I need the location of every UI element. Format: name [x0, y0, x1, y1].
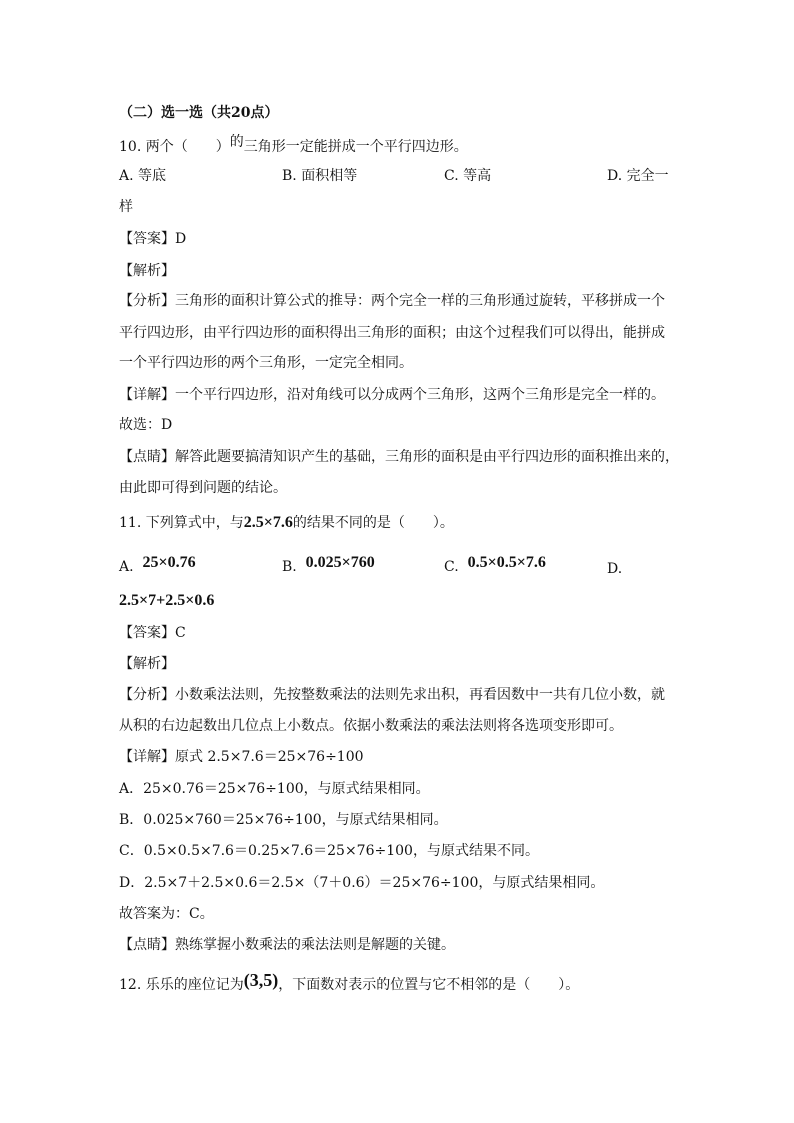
q10-option-b: B. 面积相等 [282, 168, 358, 184]
q12-stem-math: (3,5) [243, 970, 279, 990]
q11-option-math: 0.5×0.5×7.6 [467, 554, 546, 571]
q11-option-a [119, 554, 196, 576]
q11-step: B．0.025×760＝25×76÷100，与原式结果相同。 [119, 812, 448, 828]
q11-step: D．2.5×7＋2.5×0.6＝2.5×（7＋0.6）＝25×76÷100，与原式结果相同。 [119, 875, 605, 891]
q11-option-b [282, 554, 375, 576]
q10-dianjing-line: 【点睛】解答此题要搞清知识产生的基础，三角形的面积是由平行四边形的面积推出来的， [119, 449, 679, 465]
q12-stem [119, 970, 580, 994]
q10-analysis-label: 【解析】 [119, 263, 175, 279]
q11-step: A．25×0.76＝25×76÷100，与原式结果相同。 [119, 781, 430, 797]
q10-guxuan: 故选：D [119, 417, 173, 433]
q11-option-math: 25×0.76 [142, 554, 196, 571]
q11-fenxi-line: 【分析】小数乘法法则，先按整数乘法的法则先求出积，再看因数中一共有几位小数，就 [119, 687, 665, 703]
q11-stem-post: 的结果不同的是（ ）。 [292, 515, 454, 531]
q10-dianjing-line: 由此即可得到问题的结论。 [119, 480, 287, 496]
q11-answer: 【答案】C [119, 625, 186, 641]
q11-conclusion: 故答案为：C。 [119, 906, 214, 922]
q11-step: C．0.5×0.5×7.6＝0.25×7.6＝25×76÷100，与原式结果不同。 [119, 843, 539, 859]
q10-option-c: C. 等高 [444, 168, 492, 184]
q10-stem-post: 三角形一定能拼成一个平行四边形。 [243, 139, 468, 155]
q12-stem-pre: 12. 乐乐的座位记为 [119, 977, 244, 993]
q11-option-c [444, 554, 546, 576]
section-title: （二）选一选（共20点） [119, 105, 279, 121]
q11-fenxi-line: 从积的右边起数出几位点上小数点。依据小数乘法的乘法法则将各选项变形即可。 [119, 718, 623, 734]
q10-stem [119, 134, 468, 156]
q11-option-d-label: D. [607, 561, 623, 577]
q11-stem [119, 514, 454, 532]
q10-option-d: D. 完全一 [607, 168, 669, 184]
q10-answer: 【答案】D [119, 231, 187, 247]
q10-xiangjie: 【详解】一个平行四边形，沿对角线可以分成两个三角形，这两个三角形是完全一样的。 [119, 387, 665, 403]
q11-option-label: C. [444, 559, 459, 575]
q10-stem-pre: 10. 两个（ ） [119, 139, 230, 155]
q10-fenxi-line: 一个平行四边形的两个三角形，一定完全相同。 [119, 355, 413, 371]
q10-stem-sup: 的 [229, 134, 244, 150]
q10-option-a: A. 等底 [119, 168, 167, 184]
q10-option-d-wrap: 样 [119, 199, 133, 215]
q10-fenxi-line: 平行四边形，由平行四边形的面积得出三角形的面积；由这个过程我们可以得出，能拼成 [119, 325, 665, 341]
q11-analysis-label: 【解析】 [119, 656, 175, 672]
q10-fenxi-line: 【分析】三角形的面积计算公式的推导：两个完全一样的三角形通过旋转，平移拼成一个 [119, 293, 665, 309]
q11-option-d-math: 2.5×7+2.5×0.6 [119, 592, 215, 609]
q11-dianjing: 【点睛】熟练掌握小数乘法的乘法法则是解题的关键。 [119, 937, 455, 953]
q11-option-label: A. [119, 559, 134, 575]
q11-option-label: B. [282, 559, 297, 575]
q12-stem-post: ，下面数对表示的位置与它不相邻的是（ ）。 [278, 977, 580, 993]
q11-stem-math: 2.5×7.6 [243, 514, 293, 531]
q11-option-math: 0.025×760 [305, 554, 375, 571]
q11-xiangjie: 【详解】原式 2.5×7.6＝25×76÷100 [119, 749, 364, 765]
q11-stem-pre: 11. 下列算式中，与 [119, 515, 244, 531]
